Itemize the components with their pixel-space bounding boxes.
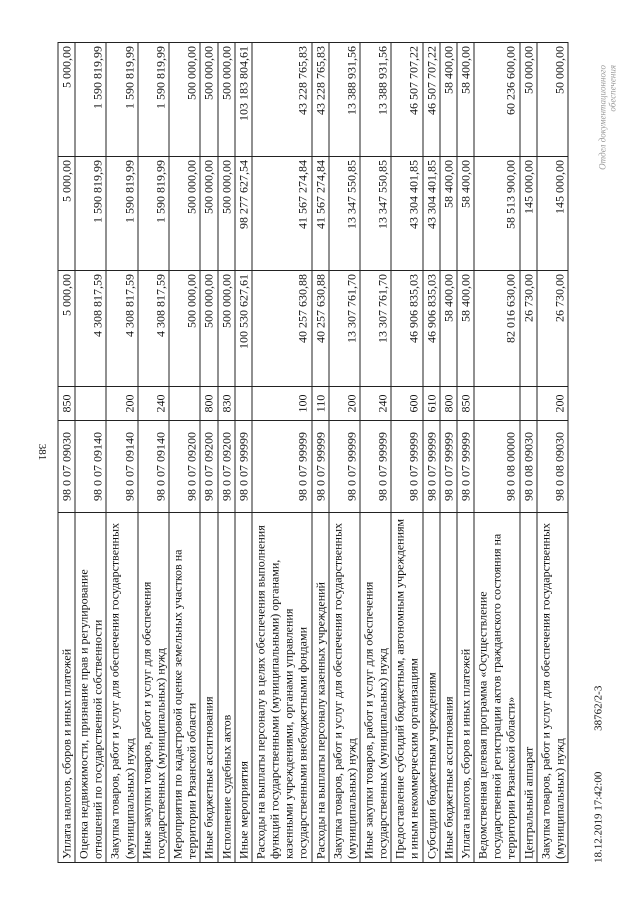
row-amount-3-cell: 500 000,00 [169, 42, 200, 156]
row-amount-1-cell: 46 906 835,03 [423, 270, 440, 386]
row-amount-3-cell: 58 400,00 [457, 42, 474, 156]
row-name-cell: Закупка товаров, работ и услуг для обеспечения государственных (муниципальных) нужд [329, 512, 360, 862]
row-amount-3-cell: 1 590 819,99 [138, 42, 169, 156]
table-row [457, 42, 474, 862]
table-row [537, 42, 568, 862]
row-expense-type-cell [235, 386, 252, 420]
row-name-cell: Расходы на выплаты персоналу в целях обеспечения выполнения функций государственными (муниципальными) органами, казенными учреждениями, органами управления государственными внебюджетными фондами [252, 512, 312, 862]
row-expense-type-cell: 600 [391, 386, 422, 420]
row-amount-2-cell: 500 000,00 [169, 156, 200, 270]
row-amount-3-cell: 58 400,00 [440, 42, 457, 156]
row-code-cell: 98 0 07 99999 [329, 420, 360, 512]
row-amount-3-cell: 46 507 707,22 [391, 42, 422, 156]
row-amount-1-cell: 13 307 761,70 [360, 270, 391, 386]
table-row [200, 42, 217, 862]
budget-table-body [58, 42, 568, 862]
row-expense-type-cell [169, 386, 200, 420]
row-amount-2-cell: 43 304 401,85 [423, 156, 440, 270]
row-amount-1-cell: 58 400,00 [440, 270, 457, 386]
row-expense-type-cell [75, 386, 106, 420]
stamp-line-2: обеспечения [607, 64, 618, 112]
table-row [218, 42, 235, 862]
table-row [75, 42, 106, 862]
budget-table [58, 42, 569, 863]
department-stamp [599, 65, 619, 170]
row-expense-type-cell: 110 [312, 386, 329, 420]
page-number: 381 [36, 443, 48, 461]
row-code-cell: 98 0 07 09200 [218, 420, 235, 512]
row-amount-3-cell: 1 590 819,99 [75, 42, 106, 156]
row-amount-2-cell: 500 000,00 [218, 156, 235, 270]
row-amount-2-cell: 1 590 819,99 [106, 156, 137, 270]
row-expense-type-cell: 830 [218, 386, 235, 420]
table-row [58, 42, 75, 862]
row-name-cell: Исполнение судебных актов [218, 512, 235, 862]
row-code-cell: 98 0 07 09030 [58, 420, 75, 512]
row-name-cell: Мероприятия по кадастровой оценке земельных участков на территории Рязанской области [169, 512, 200, 862]
row-name-cell: Уплата налогов, сборов и иных платежей [58, 512, 75, 862]
row-amount-1-cell: 5 000,00 [58, 270, 75, 386]
row-amount-2-cell: 145 000,00 [520, 156, 537, 270]
row-amount-2-cell: 13 347 550,85 [360, 156, 391, 270]
table-row [391, 42, 422, 862]
row-amount-2-cell: 5 000,00 [58, 156, 75, 270]
row-amount-1-cell: 82 016 630,00 [474, 270, 519, 386]
row-expense-type-cell: 850 [457, 386, 474, 420]
row-amount-1-cell: 100 530 627,61 [235, 270, 252, 386]
row-name-cell: Предоставление субсидий бюджетным, автономным учреждениям и иным некоммерческим организациям [391, 512, 422, 862]
row-amount-3-cell: 500 000,00 [200, 42, 217, 156]
row-amount-2-cell: 1 590 819,99 [138, 156, 169, 270]
row-name-cell: Расходы на выплаты персоналу казенных учреждений [312, 512, 329, 862]
row-amount-1-cell: 40 257 630,88 [252, 270, 312, 386]
row-code-cell: 98 0 07 99999 [391, 420, 422, 512]
row-amount-1-cell: 40 257 630,88 [312, 270, 329, 386]
row-amount-3-cell: 5 000,00 [58, 42, 75, 156]
row-amount-2-cell: 145 000,00 [537, 156, 568, 270]
table-row [520, 42, 537, 862]
row-amount-2-cell: 500 000,00 [200, 156, 217, 270]
row-amount-2-cell: 43 304 401,85 [391, 156, 422, 270]
row-name-cell: Центральный аппарат [520, 512, 537, 862]
row-amount-1-cell: 46 906 835,03 [391, 270, 422, 386]
row-expense-type-cell: 200 [329, 386, 360, 420]
row-amount-3-cell: 50 000,00 [520, 42, 537, 156]
row-expense-type-cell: 800 [200, 386, 217, 420]
row-amount-1-cell: 26 730,00 [537, 270, 568, 386]
table-row [169, 42, 200, 862]
row-amount-1-cell: 4 308 817,59 [106, 270, 137, 386]
row-code-cell: 98 0 07 09200 [200, 420, 217, 512]
row-amount-1-cell: 13 307 761,70 [329, 270, 360, 386]
row-amount-3-cell: 103 183 804,61 [235, 42, 252, 156]
row-amount-1-cell: 4 308 817,59 [138, 270, 169, 386]
row-expense-type-cell [520, 386, 537, 420]
row-expense-type-cell [474, 386, 519, 420]
row-expense-type-cell: 800 [440, 386, 457, 420]
table-row [312, 42, 329, 862]
row-expense-type-cell: 200 [106, 386, 137, 420]
row-amount-1-cell: 500 000,00 [169, 270, 200, 386]
table-row [440, 42, 457, 862]
row-code-cell: 98 0 08 09030 [537, 420, 568, 512]
row-amount-3-cell: 43 228 765,83 [252, 42, 312, 156]
row-expense-type-cell: 100 [252, 386, 312, 420]
row-amount-1-cell: 500 000,00 [218, 270, 235, 386]
row-code-cell: 98 0 07 99999 [360, 420, 391, 512]
row-code-cell: 98 0 08 00000 [474, 420, 519, 512]
row-code-cell: 98 0 08 09030 [520, 420, 537, 512]
rotated-page [58, 43, 618, 863]
table-row [235, 42, 252, 862]
row-amount-3-cell: 60 236 600,00 [474, 42, 519, 156]
table-row [474, 42, 519, 862]
row-code-cell: 98 0 07 99999 [252, 420, 312, 512]
row-name-cell: Закупка товаров, работ и услуг для обеспечения государственных (муниципальных) нужд [537, 512, 568, 862]
row-amount-1-cell: 26 730,00 [520, 270, 537, 386]
row-amount-1-cell: 500 000,00 [200, 270, 217, 386]
row-code-cell: 98 0 07 09140 [75, 420, 106, 512]
row-name-cell: Ведомственная целевая программа «Осуществление государственной регистрации актов гражданского состояния на территории Рязанской области» [474, 512, 519, 862]
footer-datetime: 18.12.2019 17:42:00 [592, 771, 605, 863]
row-expense-type-cell: 610 [423, 386, 440, 420]
row-code-cell: 98 0 07 99999 [235, 420, 252, 512]
row-amount-3-cell: 50 000,00 [537, 42, 568, 156]
row-expense-type-cell: 200 [537, 386, 568, 420]
row-amount-2-cell: 13 347 550,85 [329, 156, 360, 270]
row-code-cell: 98 0 07 99999 [312, 420, 329, 512]
row-name-cell: Оценка недвижимости, признание прав и регулирование отношений по государственной собственности [75, 512, 106, 862]
row-code-cell: 98 0 07 09140 [138, 420, 169, 512]
table-row [329, 42, 360, 862]
row-expense-type-cell: 850 [58, 386, 75, 420]
row-name-cell: Иные бюджетные ассигнования [200, 512, 217, 862]
table-row [423, 42, 440, 862]
row-name-cell: Иные закупки товаров, работ и услуг для обеспечения государственных (муниципальных) нужд [360, 512, 391, 862]
table-row [138, 42, 169, 862]
row-amount-3-cell: 13 388 931,56 [360, 42, 391, 156]
row-amount-3-cell: 13 388 931,56 [329, 42, 360, 156]
row-amount-3-cell: 46 507 707,22 [423, 42, 440, 156]
table-row [252, 42, 312, 862]
row-amount-2-cell: 98 277 627,54 [235, 156, 252, 270]
row-expense-type-cell: 240 [360, 386, 391, 420]
row-amount-1-cell: 58 400,00 [457, 270, 474, 386]
row-code-cell: 98 0 07 99999 [457, 420, 474, 512]
row-expense-type-cell: 240 [138, 386, 169, 420]
row-amount-3-cell: 1 590 819,99 [106, 42, 137, 156]
row-amount-3-cell: 43 228 765,83 [312, 42, 329, 156]
row-amount-2-cell: 58 400,00 [440, 156, 457, 270]
row-name-cell: Закупка товаров, работ и услуг для обеспечения государственных (муниципальных) нужд [106, 512, 137, 862]
row-amount-2-cell: 58 400,00 [457, 156, 474, 270]
row-code-cell: 98 0 07 09140 [106, 420, 137, 512]
row-code-cell: 98 0 07 99999 [423, 420, 440, 512]
row-amount-1-cell: 4 308 817,59 [75, 270, 106, 386]
row-amount-2-cell: 1 590 819,99 [75, 156, 106, 270]
row-name-cell: Уплата налогов, сборов и иных платежей [457, 512, 474, 862]
stamp-line-1: Отдел документационного [597, 64, 608, 170]
row-amount-3-cell: 500 000,00 [218, 42, 235, 156]
row-amount-2-cell: 41 567 274,84 [312, 156, 329, 270]
row-name-cell: Иные бюджетные ассигнования [440, 512, 457, 862]
row-code-cell: 98 0 07 09200 [169, 420, 200, 512]
row-amount-2-cell: 41 567 274,84 [252, 156, 312, 270]
row-name-cell: Иные мероприятия [235, 512, 252, 862]
row-name-cell: Иные закупки товаров, работ и услуг для обеспечения государственных (муниципальных) нужд [138, 512, 169, 862]
table-row [106, 42, 137, 862]
footer-doc-code: 38762/2-3 [592, 685, 605, 731]
row-amount-2-cell: 58 513 900,00 [474, 156, 519, 270]
table-row [360, 42, 391, 862]
row-name-cell: Субсидии бюджетным учреждениям [423, 512, 440, 862]
row-code-cell: 98 0 07 99999 [440, 420, 457, 512]
